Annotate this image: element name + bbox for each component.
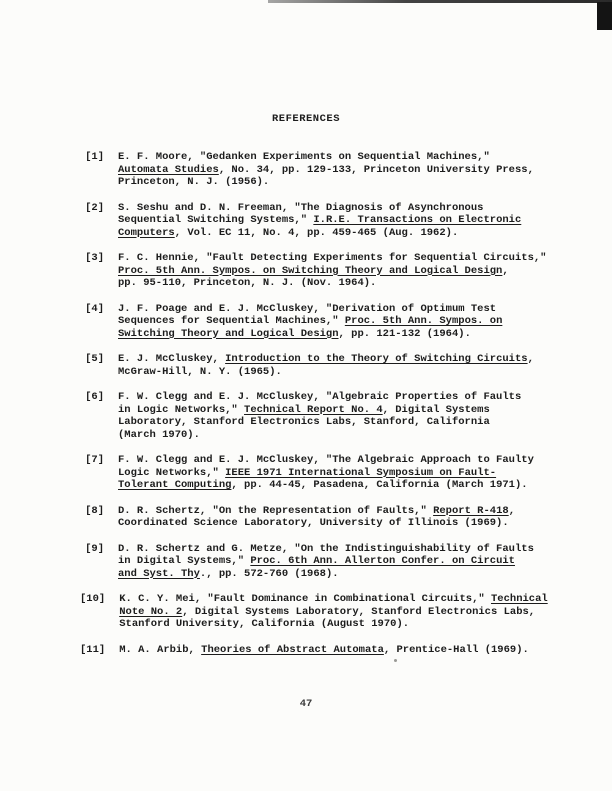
page-title: REFERENCES: [271, 113, 340, 125]
reference-item: [0, 151, 612, 189]
reference-text: K. C. Y. Mei, "Fault Dominance in Combinational Circuits," Technical Note No. 2, Digital Systems Laboratory, Stanford Electronics Labs, Stanford University, California (August 1970).: [119, 593, 548, 630]
reference-number: [1]: [85, 151, 104, 163]
reference-text: E. F. Moore, "Gedanken Experiments on Sequential Machines," Automata Studies, No. 34, pp. 129-133, Princeton University Press, Princeton, N. J. (1956).: [118, 151, 534, 188]
reference-text: D. R. Schertz and G. Metze, "On the Indistinguishability of Faults in Digital Systems," Proc. 6th Ann. Allerton Confer. on Circuit and Syst. Thy., pp. 572-760 (1968).: [118, 542, 534, 580]
reference-number: [2]: [85, 201, 104, 214]
reference-number: [6]: [85, 391, 104, 403]
reference-number: [9]: [85, 542, 104, 555]
reference-item: [0, 303, 612, 341]
reference-item: [0, 644, 612, 657]
reference-item: [0, 543, 612, 581]
reference-number: [8]: [85, 504, 104, 517]
page-number: 47: [299, 698, 313, 710]
reference-item: [0, 391, 612, 441]
reference-number: [4]: [85, 302, 104, 315]
scan-artifact-top-band: [268, 0, 612, 3]
reference-item: [0, 353, 612, 378]
reference-number: [7]: [85, 454, 104, 466]
reference-item: [0, 593, 612, 631]
reference-text: F. W. Clegg and E. J. McCluskey, "Algebraic Properties of Faults in Logic Networks," Technical Report No. 4, Digital Systems Laboratory, Stanford Electronics Labs, Stanford, California (March 1970).: [118, 391, 522, 441]
reference-text: D. R. Schertz, "On the Representation of Faults," Report R-418, Coordinated Science Laboratory, University of Illinois (1969).: [118, 504, 515, 529]
reference-text: E. J. McCluskey, Introduction to the Theory of Switching Circuits, McGraw-Hill, N. Y. (1965).: [118, 353, 534, 378]
reference-list: [0, 151, 612, 656]
reference-text: F. C. Hennie, "Fault Detecting Experiments for Sequential Circuits," Proc. 5th Ann. Sympos. on Switching Theory and Logical Design, pp. 95-110, Princeton, N. J. (Nov. 1964).: [118, 252, 547, 289]
reference-text: S. Seshu and D. N. Freeman, "The Diagnosis of Asynchronous Sequential Switching Systems," I.R.E. Transactions on Electronic Computers, Vol. EC 11, No. 4, pp. 459-465 (Aug. 1962).: [118, 201, 522, 239]
reference-number: [10]: [80, 593, 106, 605]
reference-text: F. W. Clegg and E. J. McCluskey, "The Algebraic Approach to Faulty Logic Networks," IEEE 1971 International Symposium on Fault- Tolerant Computing, pp. 44-45, Pasadena, California (March 1971).: [118, 454, 534, 491]
reference-text: M. A. Arbib, Theories of Abstract Automata, Prentice-Hall (1969).: [119, 643, 529, 656]
scan-artifact-corner-mark: [597, 2, 612, 30]
reference-item: [0, 202, 612, 240]
reference-text: J. F. Poage and E. J. McCluskey, "Derivation of Optimum Test Sequences for Sequential Machines," Proc. 5th Ann. Sympos. on Switching Theory and Logical Design, pp. 121-132 (1964).: [118, 302, 503, 340]
scan-artifact-speck: [394, 659, 397, 662]
reference-number: [5]: [85, 353, 104, 365]
reference-item: [0, 252, 612, 290]
reference-number: [3]: [85, 252, 104, 264]
reference-item: [0, 505, 612, 530]
reference-number: [11]: [80, 643, 106, 656]
reference-item: [0, 454, 612, 492]
